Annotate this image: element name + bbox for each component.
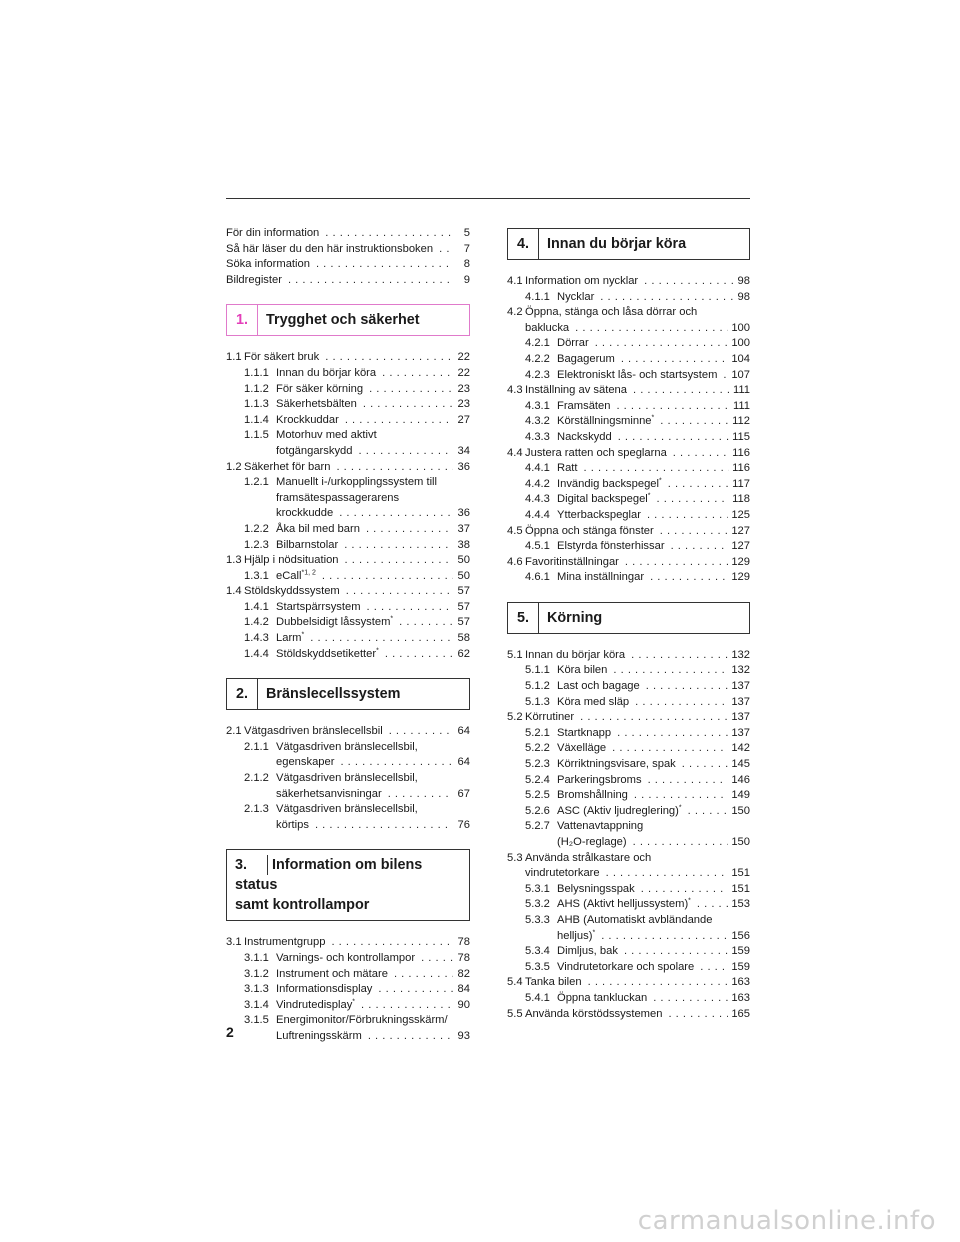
toc-entry[interactable]: 4.6 Favoritinställningar . . . 129 (507, 555, 750, 571)
toc-entry[interactable]: 4.2 Öppna, stänga och låsa dörrar och baklucka . . . 100 (507, 305, 750, 336)
toc-entry[interactable]: 4.2.3 Elektroniskt lås- och startsystem . . . 107 (507, 368, 750, 384)
toc-entry[interactable]: 1.1 För säkert bruk . . . 22 (226, 350, 470, 366)
toc-entry[interactable]: 4.4 Justera ratten och speglarna . . . 116 (507, 446, 750, 462)
toc-entry[interactable]: Söka information . . . 8 (226, 257, 470, 273)
section-5-list (507, 648, 750, 1022)
toc-entry[interactable]: 5.4 Tanka bilen . . . 163 (507, 975, 750, 991)
toc-entry[interactable]: 5.3.2 AHS (Aktivt helljussystem)* . . . 153 (507, 897, 750, 913)
toc-entry[interactable]: 1.4.2 Dubbelsidigt låssystem* . . . 57 (226, 615, 470, 631)
toc-entry[interactable]: 4.2.1 Dörrar . . . 100 (507, 336, 750, 352)
toc-entry[interactable]: 5.4.1 Öppna tankluckan . . . 163 (507, 991, 750, 1007)
toc-entry[interactable]: 1.2.3 Bilbarnstolar . . . 38 (226, 538, 470, 554)
toc-entry[interactable]: 1.1.4 Krockkuddar . . . 27 (226, 413, 470, 429)
toc-entry[interactable]: 1.4 Stöldskyddssystem . . . 57 (226, 584, 470, 600)
section-heading-4[interactable] (507, 228, 750, 260)
section-title-line2: samt kontrollampor (235, 897, 370, 914)
toc-entry[interactable]: 4.1.1 Nycklar . . . 98 (507, 290, 750, 306)
section-title: Körning (547, 609, 603, 626)
toc-entry[interactable]: 1.2.2 Åka bil med barn . . . 37 (226, 522, 470, 538)
toc-entry[interactable]: 5.1.2 Last och bagage . . . 137 (507, 679, 750, 695)
toc-entry[interactable]: 5.2.5 Bromshållning . . . 149 (507, 788, 750, 804)
section-4-list (507, 274, 750, 586)
toc-entry[interactable]: 4.4.3 Digital backspegel* . . . 118 (507, 492, 750, 508)
toc-entry[interactable]: 3.1.2 Instrument och mätare . . . 82 (226, 967, 470, 983)
toc-entry[interactable]: 4.4.2 Invändig backspegel* . . . 117 (507, 477, 750, 493)
toc-entry[interactable]: 2.1 Vätgasdriven bränslecellsbil . . . 64 (226, 724, 470, 740)
watermark: carmanualsonline.info (637, 1206, 936, 1236)
toc-entry[interactable]: 5.2.4 Parkeringsbroms . . . 146 (507, 773, 750, 789)
toc-right-column (507, 226, 750, 1022)
toc-entry[interactable]: 4.6.1 Mina inställningar . . . 129 (507, 570, 750, 586)
toc-entry[interactable]: 5.3.1 Belysningsspak . . . 151 (507, 882, 750, 898)
toc-entry[interactable]: 5.3.3 AHB (Automatiskt avbländande helljus)* . . . 156 (507, 913, 750, 944)
toc-entry[interactable]: 5.2.1 Startknapp . . . 137 (507, 726, 750, 742)
section-number: 2. (227, 679, 258, 709)
toc-entry[interactable]: 4.4.1 Ratt . . . 116 (507, 461, 750, 477)
section-title: Information om bilens status (235, 857, 423, 894)
toc-entry[interactable]: 1.2 Säkerhet för barn . . . 36 (226, 460, 470, 476)
toc-entry[interactable]: 3.1.3 Informationsdisplay . . . 84 (226, 982, 470, 998)
section-3-list (226, 935, 470, 1044)
toc-entry[interactable]: 1.4.3 Larm* . . . 58 (226, 631, 470, 647)
top-rule (226, 198, 750, 199)
toc-entry[interactable]: 1.4.1 Startspärrsystem . . . 57 (226, 600, 470, 616)
toc-entry[interactable]: 1.3 Hjälp i nödsituation . . . 50 (226, 553, 470, 569)
toc-entry[interactable]: 5.1.1 Köra bilen . . . 132 (507, 663, 750, 679)
toc-entry[interactable]: 4.3.1 Framsäten . . . 111 (507, 399, 750, 415)
section-heading-5[interactable] (507, 602, 750, 634)
section-number: 1. (227, 305, 258, 335)
toc-entry[interactable]: 1.2.1 Manuellt i-/urkopplingssystem till framsätespassagerarens krockkudde . . . 36 (226, 475, 470, 522)
toc-entry[interactable]: Bildregister . . . 9 (226, 273, 470, 289)
section-number: 5. (508, 603, 539, 633)
toc-entry[interactable]: 5.2.6 ASC (Aktiv ljudreglering)* . . . 150 (507, 804, 750, 820)
section-1-list (226, 350, 470, 662)
section-number: 3. (235, 855, 268, 875)
toc-entry[interactable]: 4.5.1 Elstyrda fönsterhissar . . . 127 (507, 539, 750, 555)
toc-entry[interactable]: 5.3.4 Dimljus, bak . . . 159 (507, 944, 750, 960)
toc-entry[interactable]: 3.1 Instrumentgrupp . . . 78 (226, 935, 470, 951)
toc-entry[interactable]: 3.1.5 Energimonitor/Förbrukningsskärm/ Luftreningsskärm . . . 93 (226, 1013, 470, 1044)
section-heading-2[interactable] (226, 678, 470, 710)
toc-entry[interactable]: 5.1.3 Köra med släp . . . 137 (507, 695, 750, 711)
toc-entry[interactable]: 3.1.4 Vindrutedisplay* . . . 90 (226, 998, 470, 1014)
section-heading-3[interactable] (226, 849, 470, 921)
toc-entry[interactable]: 1.4.4 Stöldskyddsetiketter* . . . 62 (226, 647, 470, 663)
section-title: Trygghet och säkerhet (266, 312, 420, 329)
toc-entry[interactable]: 1.3.1 eCall$^{*1, 2}$ . . . 50 (226, 569, 470, 585)
page-number: 2 (226, 1024, 234, 1040)
toc-entry[interactable]: 4.3 Inställning av sätena . . . 111 (507, 383, 750, 399)
toc-entry[interactable]: 1.1.5 Motorhuv med aktivt fotgängarskydd . . . 34 (226, 428, 470, 459)
toc-entry[interactable]: 1.1.3 Säkerhetsbälten . . . 23 (226, 397, 470, 413)
toc-entry[interactable]: 5.5 Använda körstödssystemen . . . 165 (507, 1007, 750, 1023)
toc-entry[interactable]: 3.1.1 Varnings- och kontrollampor . . . 78 (226, 951, 470, 967)
toc-entry[interactable]: 4.1 Information om nycklar . . . 98 (507, 274, 750, 290)
section-title: Bränslecellssystem (266, 686, 401, 703)
intro-list (226, 226, 470, 288)
toc-entry[interactable]: 4.5 Öppna och stänga fönster . . . 127 (507, 524, 750, 540)
toc-entry[interactable]: 1.1.1 Innan du börjar köra . . . 22 (226, 366, 470, 382)
toc-entry[interactable]: 4.2.2 Bagagerum . . . 104 (507, 352, 750, 368)
toc-entry[interactable]: 1.1.2 För säker körning . . . 23 (226, 382, 470, 398)
toc-entry[interactable]: 5.1 Innan du börjar köra . . . 132 (507, 648, 750, 664)
toc-entry[interactable]: 5.2 Körrutiner . . . 137 (507, 710, 750, 726)
toc-entry[interactable]: Så här läser du den här instruktionsboken . . . 7 (226, 242, 470, 258)
toc-entry[interactable]: 4.3.2 Körställningsminne* . . . 112 (507, 414, 750, 430)
toc-entry[interactable]: 4.3.3 Nackskydd . . . 115 (507, 430, 750, 446)
toc-entry[interactable]: 2.1.2 Vätgasdriven bränslecellsbil, säkerhetsanvisningar . . . 67 (226, 771, 470, 802)
section-heading-1[interactable] (226, 304, 470, 336)
section-title: Innan du börjar köra (547, 236, 687, 252)
toc-entry[interactable]: 4.4.4 Ytterbackspeglar . . . 125 (507, 508, 750, 524)
toc-entry[interactable]: För din information . . . 5 (226, 226, 470, 242)
toc-entry[interactable]: 5.3.5 Vindrutetorkare och spolare . . . 159 (507, 960, 750, 976)
toc-entry[interactable]: 2.1.3 Vätgasdriven bränslecellsbil, körtips . . . 76 (226, 802, 470, 833)
toc-entry[interactable]: 2.1.1 Vätgasdriven bränslecellsbil, egenskaper . . . 64 (226, 740, 470, 771)
section-2-list (226, 724, 470, 833)
toc-entry[interactable]: 5.2.7 Vattenavtappning (H₂O-reglage) . . . 150 (507, 819, 750, 850)
toc-entry[interactable]: 5.2.2 Växelläge . . . 142 (507, 741, 750, 757)
toc-left-column (226, 226, 470, 1045)
toc-entry[interactable]: 5.3 Använda strålkastare och vindrutetorkare . . . 151 (507, 851, 750, 882)
toc-entry[interactable]: 5.2.3 Körriktningsvisare, spak . . . 145 (507, 757, 750, 773)
section-number: 4. (508, 229, 539, 259)
